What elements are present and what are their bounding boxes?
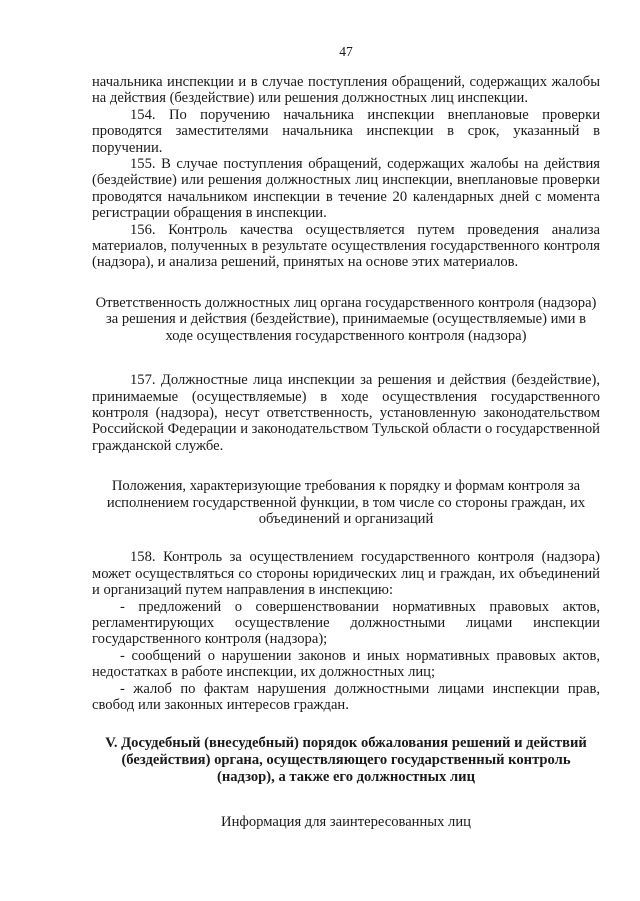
paragraph-157: 157. Должностные лица инспекции за решения и действия (бездействие), принимаемые (осуществляемые) в ходе осуществления государственного контроля (надзора), несут ответственность, установленную законодательством Российской Федерации и законодательством Тульской области о государственной гражданской службе. [92, 372, 600, 454]
spacer [92, 786, 600, 814]
paragraph-155: 155. В случае поступления обращений, содержащих жалобы на действия (бездействие) или решения должностных лиц инспекции, внеплановые проверки проводятся начальником инспекции в течение 20 календарных дней с момента регистрации обращения в инспекции. [92, 156, 600, 222]
spacer [92, 344, 600, 372]
page-number: 47 [339, 44, 353, 59]
spacer [92, 454, 600, 478]
paragraph-158: 158. Контроль за осуществлением государственного контроля (надзора) может осуществляться со стороны юридических лиц и граждан, их объединений и организаций путем направления в инспекцию: [92, 549, 600, 599]
document-body [92, 74, 600, 831]
paragraph-156: 156. Контроль качества осуществляется путем проведения анализа материалов, полученных в результате осуществления государственного контроля (надзора), и анализа решений, принятых на основе этих материалов. [92, 221, 600, 271]
spacer [92, 713, 600, 735]
heading-info: Информация для заинтересованных лиц [221, 814, 471, 831]
section-v-title: V. Досудебный (внесудебный) порядок обжалования решений и действий (бездействия) органа, осуществляющего государственный контроль (надзор), а также его должностных лиц [105, 735, 587, 786]
list-item-reports: - сообщений о нарушении законов и иных нормативных правовых актов, недостатках в работе инспекции, их должностных лиц; [92, 647, 600, 681]
paragraph-154: 154. По поручению начальника инспекции внеплановые проверки проводятся заместителями начальника инспекции в срок, указанный в поручении. [92, 106, 600, 156]
spacer [92, 527, 600, 549]
list-item-complaints: - жалоб по фактам нарушения должностными лицами инспекции прав, свобод или законных интересов граждан. [92, 680, 600, 713]
paragraph-continuation: начальника инспекции и в случае поступления обращений, содержащих жалобы на действия (бездействие) или решения должностных лиц инспекции. [92, 74, 600, 107]
list-item-proposals: - предложений о совершенствовании нормативных правовых актов, регламентирующих осуществление должностными лицами инспекции государственного контроля (надзора); [92, 598, 600, 648]
heading-provisions: Положения, характеризующие требования к порядку и формам контроля за исполнением государственной функции, в том числе со стороны граждан, их объединений и организаций [106, 478, 586, 527]
heading-responsibility: Ответственность должностных лиц органа государственного контроля (надзора) за решения и действия (бездействие), принимаемые (осуществляемые) ими в ходе осуществления государственного контроля (надзора) [95, 294, 597, 344]
spacer [92, 271, 600, 295]
